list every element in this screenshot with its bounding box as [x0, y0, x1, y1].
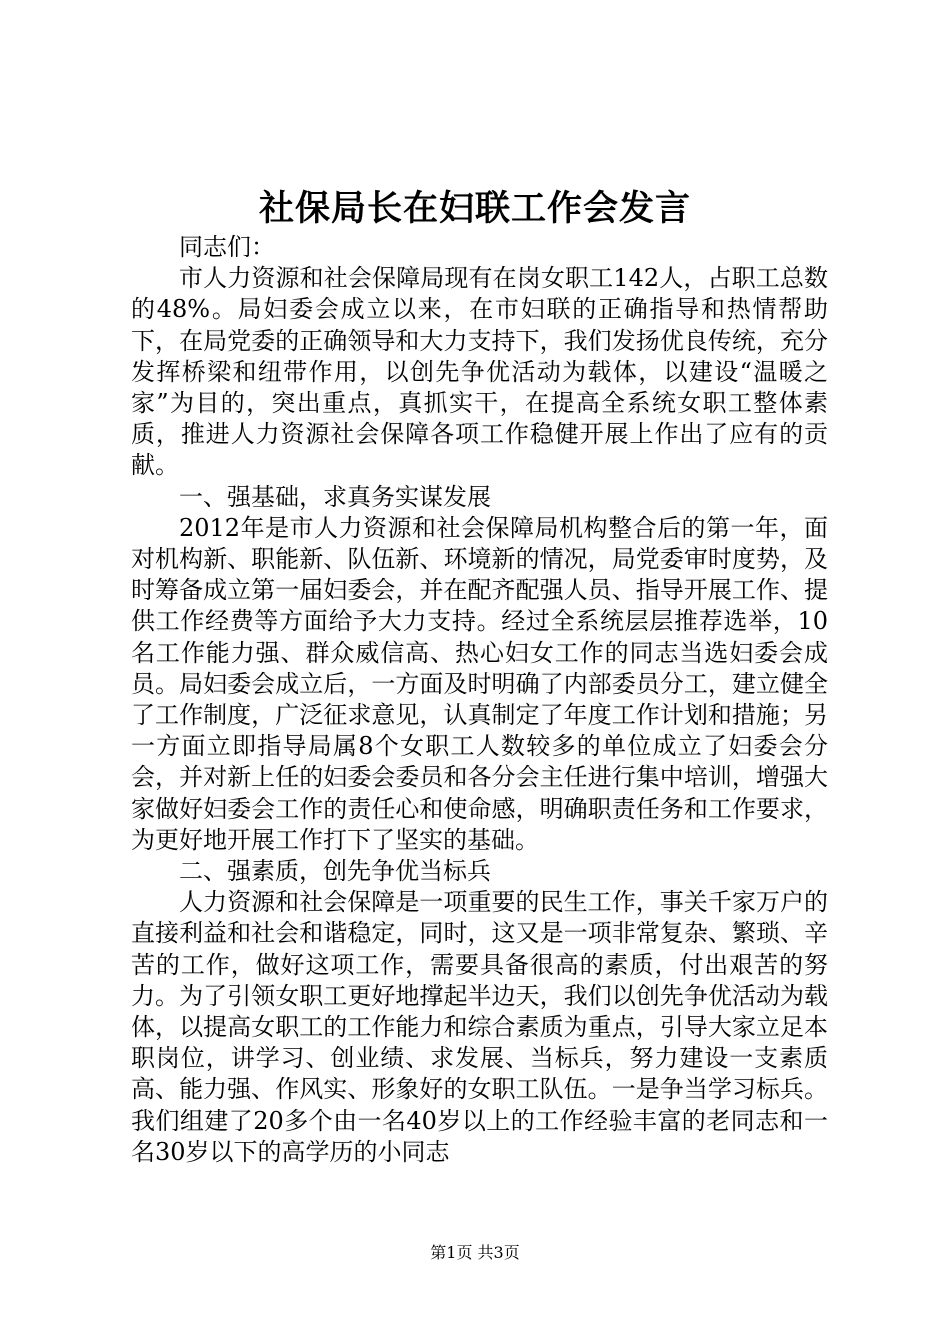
salutation: 同志们： [179, 233, 275, 261]
document-title: 社保局长在妇联工作会发言 [258, 188, 691, 229]
paragraph-section-1: 2012年是市人力资源和社会保障局机构整合后的第一年，面对机构新、职能新、队伍新、环境新的情况，局党委审时度势，及时筹备成立第一届妇委会，并在配齐配强人员、指导开展工作、提供工作经费等方面给予大力支持。经过全系统层层推荐选举，10名工作能力强、群众威信高、热心妇女工作的同志当选妇委会成员。局妇委会成立后，一方面及时明确了内部委员分工，建立健全了工作制度，广泛征求意见，认真制定了年度工作计划和措施；另一方面立即指导局属8个女职工人数较多的单位成立了妇委会分会，并对新上任的妇委会委员和各分会主任进行集中培训，增强大家做好妇委会工作的责任心和使命感，明确职责任务和工作要求，为更好地开展工作打下了坚实的基础。 [131, 513, 828, 854]
page-number-footer: 第1页 共3页 [430, 1243, 520, 1262]
paragraph-section-2: 人力资源和社会保障是一项重要的民生工作，事关千家万户的直接利益和社会和谐稳定，同时，这又是一项非常复杂、繁琐、辛苦的工作，做好这项工作，需要具备很高的素质，付出艰苦的努力。为了引领女职工更好地撑起半边天，我们以创先争优活动为载体，以提高女职工的工作能力和综合素质为重点，引导大家立足本职岗位，讲学习、创业绩、求发展、当标兵，努力建设一支素质高、能力强、作风实、形象好的女职工队伍。一是争当学习标兵。我们组建了20多个由一名40岁以上的工作经验丰富的老同志和一名30岁以下的高学历的小同志 [131, 888, 828, 1166]
section-heading-1: 一、强基础，求真务实谋发展 [179, 482, 491, 511]
document-body [131, 232, 828, 1168]
section-heading-2: 二、强素质，创先争优当标兵 [179, 857, 491, 886]
paragraph-intro: 市人力资源和社会保障局现有在岗女职工142人，占职工总数的48%。局妇委会成立以来，在市妇联的正确指导和热情帮助下，在局党委的正确领导和大力支持下，我们发扬优良传统，充分发挥桥梁和纽带作用，以创先争优活动为载体，以建设“温暖之家”为目的，突出重点，真抓实干，在提高全系统女职工整体素质，推进人力资源社会保障各项工作稳健开展上作出了应有的贡献。 [131, 264, 828, 480]
